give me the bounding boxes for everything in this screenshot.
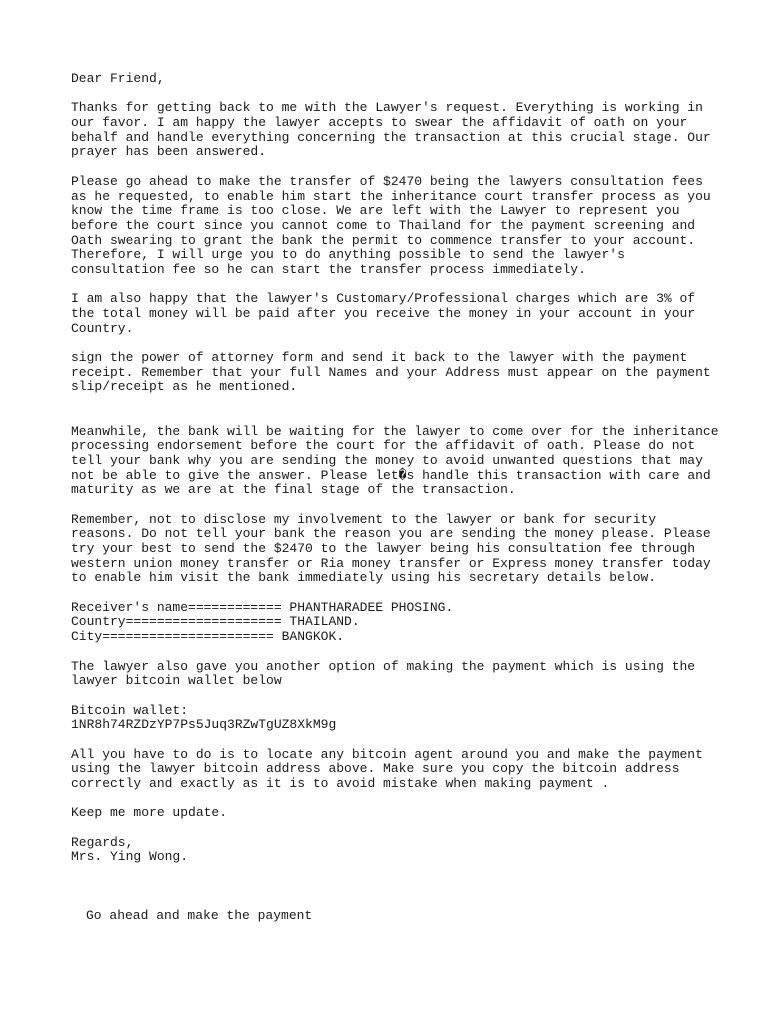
paragraph-line: Country.: [71, 320, 134, 336]
bitcoin-wallet: [71, 704, 731, 733]
paragraph-line: behalf and handle everything concerning the transaction at this crucial stage. Our: [71, 129, 711, 145]
paragraph-line: receipt. Remember that your full Names and your Address must appear on the payment: [71, 364, 711, 380]
paragraph-line: as he requested, to enable him start the inheritance court transfer process as you: [71, 188, 711, 204]
paragraph-5: [71, 425, 731, 498]
paragraph-line: using the lawyer bitcoin address above. Make sure you copy the bitcoin address: [71, 761, 680, 777]
paragraph-line: Thanks for getting back to me with the Lawyer's request. Everything is working in: [71, 100, 703, 116]
bitcoin-address: 1NR8h74RZDzYP7Ps5Juq3RZwTgUZ8XkM9g: [71, 717, 337, 733]
paragraph-line: lawyer bitcoin wallet below: [71, 673, 282, 689]
receiver-city: City====================== BANGKOK.: [71, 629, 345, 645]
paragraph-line: Please go ahead to make the transfer of $2470 being the lawyers consultation fees: [71, 173, 703, 189]
paragraph-line: consultation fee so he can start the transfer process immediately.: [71, 261, 586, 277]
paragraph-line: I am also happy that the lawyer's Customary/Professional charges which are 3% of: [71, 291, 696, 307]
paragraph-line: reasons. Do not tell your bank the reason you are sending the money please. Please: [71, 526, 711, 542]
paragraph-9: Keep me more update.: [71, 805, 228, 821]
paragraph-line: slip/receipt as he mentioned.: [71, 379, 298, 395]
paragraph-line: Remember, not to disclose my involvement to the lawyer or bank for security: [71, 511, 657, 527]
greeting: Dear Friend,: [71, 71, 165, 86]
paragraph-line: know the time frame is too close. We are left with the Lawyer to represent you: [71, 203, 680, 219]
receiver-country: Country==================== THAILAND.: [71, 614, 360, 630]
paragraph-2: [71, 175, 731, 278]
paragraph-line: Oath swearing to grant the bank the permit to commence transfer to your account.: [71, 232, 696, 248]
paragraph-line: All you have to do is to locate any bitcoin agent around you and make the payment: [71, 746, 703, 762]
paragraph-line: correctly and exactly as it is to avoid mistake when making payment .: [71, 776, 610, 792]
paragraph-line: try your best to send the $2470 to the lawyer being his consultation fee through: [71, 541, 696, 557]
paragraph-line: prayer has been answered.: [71, 144, 267, 160]
paragraph-1: [71, 101, 731, 160]
paragraph-4: [71, 351, 731, 395]
paragraph-8: [71, 748, 731, 792]
paragraph-line: our favor. I am happy the lawyer accepts to swear the affidavit of oath on your: [71, 115, 688, 131]
paragraph-line: the total money will be paid after you receive the money in your account in your: [71, 306, 696, 321]
paragraph-line: Meanwhile, the bank will be waiting for the lawyer to come over for the inheritance: [71, 423, 719, 439]
paragraph-line: Therefore, I will urge you to do anything possible to send the lawyer's: [71, 247, 625, 263]
paragraph-line: sign the power of attorney form and send it back to the lawyer with the payment: [71, 350, 688, 366]
paragraph-3: [71, 292, 731, 336]
paragraph-line: maturity as we are at the final stage of the transaction.: [71, 482, 516, 498]
paragraph-line: not be able to give the answer. Please let�s handle this transaction with care and: [71, 467, 711, 483]
paragraph-line: processing endorsement before the court for the affidavit of oath. Please do not: [71, 438, 696, 454]
paragraph-line: to enable him visit the bank immediately using his secretary details below.: [71, 570, 657, 586]
receiver-name: Receiver's name============ PHANTHARADEE PHOSING.: [71, 599, 454, 615]
receiver-details: [71, 601, 731, 645]
paragraph-6: [71, 513, 731, 586]
paragraph-line: before the court since you cannot come to Thailand for the payment screening and: [71, 217, 696, 233]
closing: Regards,: [71, 834, 134, 850]
letter-body: [71, 72, 731, 865]
footer-note: Go ahead and make the payment: [86, 908, 313, 923]
signature: Mrs. Ying Wong.: [71, 849, 189, 865]
paragraph-line: tell your bank why you are sending the money to avoid unwanted questions that may: [71, 452, 703, 468]
paragraph-line: western union money transfer or Ria money transfer or Express money transfer today: [71, 555, 711, 571]
paragraph-line: The lawyer also gave you another option of making the payment which is using the: [71, 658, 696, 674]
paragraph-7: [71, 660, 731, 689]
bitcoin-label: Bitcoin wallet:: [71, 702, 189, 718]
